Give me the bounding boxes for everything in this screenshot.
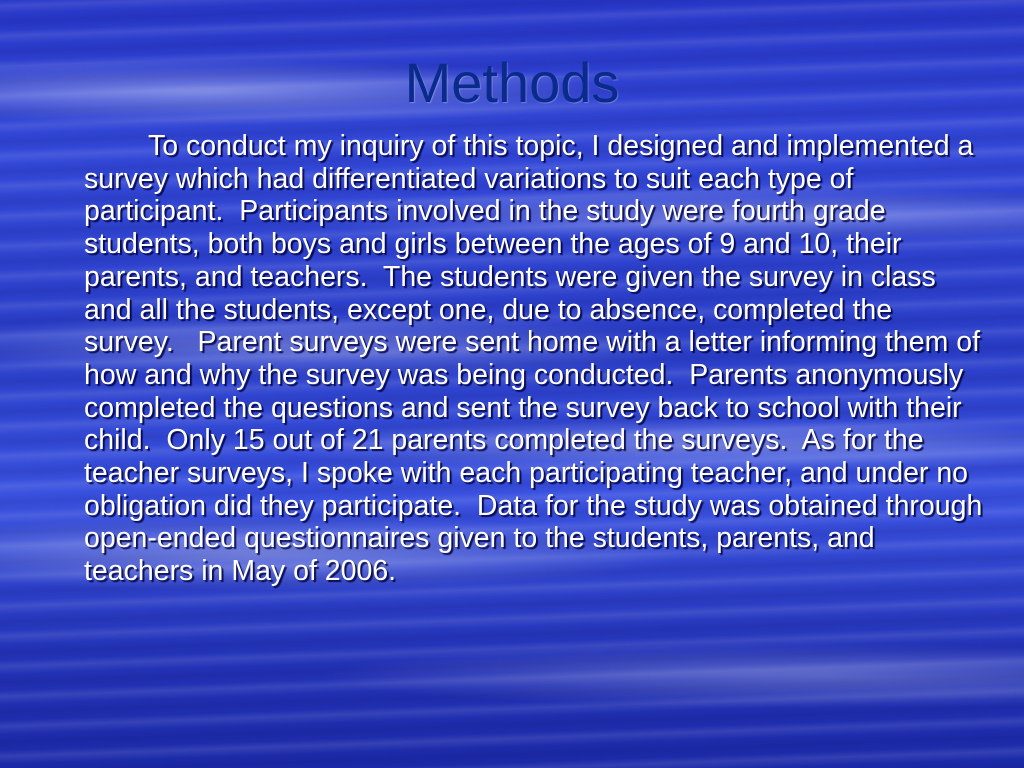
slide-title: Methods xyxy=(404,51,620,114)
slide-body-text: To conduct my inquiry of this topic, I designed and implemented a survey which had differentiated variations to suit each type of participant. Participants involved in the study were fourth grade students, both boys and girls between the ages of 9 and 10, their parents, and teachers. The students were given the survey in class and all the students, except one, due to absence, completed the survey. Parent surveys were sent home with a letter informing them of how and why the survey was being conducted. Parents anonymously completed the questions and sent the survey back to school with their child. Only 15 out of 21 parents completed the surveys. As for the teacher surveys, I spoke with each participating teacher, and under no obligation did they participate. Data for the study was obtained through open-ended questionnaires given to the students, parents, and teachers in May of 2006. xyxy=(84,130,991,588)
